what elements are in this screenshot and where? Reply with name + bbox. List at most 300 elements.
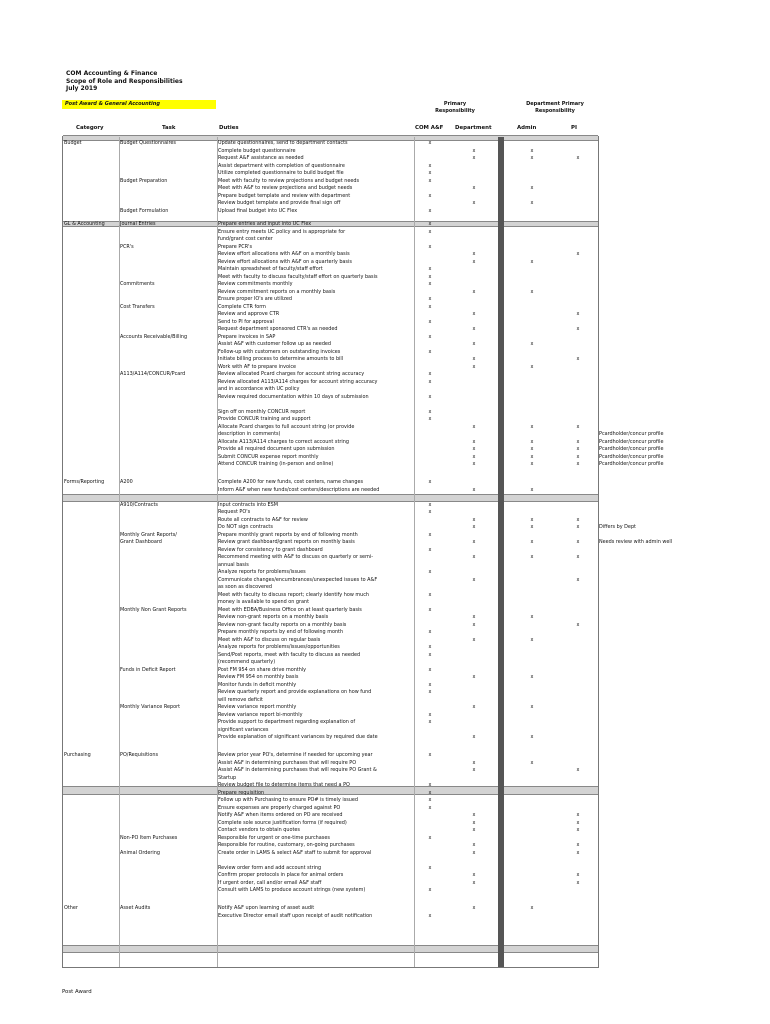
col-category: Category	[76, 125, 104, 131]
table-row	[62, 887, 599, 895]
department-mark: x	[472, 423, 476, 430]
com-mark: x	[428, 281, 432, 287]
table-row	[62, 439, 599, 447]
duty-cell: Review commitments monthly	[218, 281, 293, 287]
pi-mark: x	[576, 539, 580, 545]
table-row	[62, 431, 599, 439]
task-cell: Budget Formulation	[120, 207, 169, 214]
department-mark: x	[472, 849, 476, 856]
department-responsibility-header	[510, 101, 600, 115]
duty-cell: Complete CTR form	[218, 303, 266, 310]
table-row	[62, 652, 599, 660]
pi-mark: x	[576, 879, 580, 886]
com-mark: x	[428, 546, 432, 553]
duty-cell: Post FM 954 on share drive monthly	[218, 666, 307, 673]
duty-cell: Request department sponsored CTR's as needed	[218, 326, 338, 332]
duty-cell: money is available to spend on grant	[218, 599, 310, 605]
com-mark: x	[428, 243, 432, 250]
side-note: Pcardholder/concur profile	[599, 453, 664, 460]
duty-cell: Review for consistency to grant dashboard	[218, 546, 323, 553]
pi-mark: x	[576, 812, 580, 818]
table-row	[62, 424, 599, 432]
com-mark: x	[428, 719, 432, 725]
admin-mark: x	[530, 759, 534, 766]
com-mark: x	[428, 416, 432, 422]
duty-cell: Review allocated A113/A114 charges for account string accuracy	[218, 378, 378, 385]
department-mark: x	[472, 461, 476, 467]
department-mark: x	[472, 905, 476, 911]
duty-cell: Review grant dashboard/grant reports on monthly basis	[218, 539, 355, 545]
table-row	[62, 850, 599, 858]
category-cell: Purchasing	[64, 752, 91, 758]
table-row	[62, 349, 599, 357]
com-mark: x	[428, 371, 432, 377]
table-row	[62, 872, 599, 880]
duty-cell: Communicate changes/encumbrances/unexpected issues to A&F	[218, 576, 378, 583]
duty-cell: Responsible for routine, customary, on-going purchases	[218, 842, 355, 848]
department-mark: x	[472, 827, 476, 833]
table-row	[62, 371, 599, 379]
department-mark: x	[472, 326, 476, 332]
com-mark: x	[428, 318, 432, 325]
duty-cell: Ensure entry meets UC policy and is appropriate for	[218, 228, 346, 235]
duty-cell: Upload final budget into UC Flex	[218, 207, 298, 214]
duty-cell: Provide CONCUR training and support	[218, 416, 311, 422]
table-row	[62, 266, 599, 274]
com-mark: x	[428, 644, 432, 650]
duty-cell: Initiate billing process to determine amounts to bill	[218, 356, 344, 362]
duty-cell: Meet with faculty to discuss faculty/staff effort on quarterly basis	[218, 273, 378, 280]
pi-mark: x	[576, 423, 580, 430]
task-cell: Non-PO Item Purchases	[120, 834, 178, 841]
com-mark: x	[428, 711, 432, 718]
table-row	[62, 311, 599, 319]
com-mark: x	[428, 140, 432, 146]
task-cell: Commitments	[120, 281, 155, 287]
pi-mark: x	[576, 326, 580, 332]
pi-mark: x	[576, 576, 580, 583]
department-mark: x	[472, 524, 476, 530]
admin-mark: x	[530, 461, 534, 467]
duty-cell: Prepare monthly grant reports by end of following month	[218, 531, 358, 538]
table-row	[62, 599, 599, 607]
com-mark: x	[428, 569, 432, 575]
table-row	[62, 229, 599, 237]
duty-cell: Prepare invoices in SAP	[218, 333, 276, 340]
table-row	[62, 532, 599, 540]
department-mark: x	[472, 516, 476, 523]
table-row	[62, 502, 599, 510]
department-mark: x	[472, 554, 476, 560]
table-row	[62, 742, 599, 750]
duty-cell: Meet with faculty to discuss report; clearly identify how much	[218, 591, 370, 598]
duty-cell: Assist A&F with customer follow up as needed	[218, 341, 332, 347]
table-row	[62, 913, 599, 921]
pi-mark: x	[576, 819, 580, 826]
duty-cell: Send/Post reports, meet with faculty to discuss as needed	[218, 651, 361, 658]
table-row	[62, 356, 599, 364]
col-com: COM A&F	[415, 125, 444, 131]
duty-cell: Recommend meeting with A&F to discuss on quarterly or semi-	[218, 554, 373, 560]
duty-cell: Provide all required document upon submission	[218, 446, 335, 452]
table-row	[62, 454, 599, 462]
task-cell: Funds in Deficit Report	[120, 666, 176, 673]
admin-mark: x	[530, 524, 534, 530]
com-mark: x	[428, 666, 432, 673]
duty-cell: Request A&F assistance as needed	[218, 155, 304, 161]
duty-cell: fund/grant cost center	[218, 236, 273, 242]
com-mark: x	[428, 689, 432, 695]
table-row	[62, 221, 599, 229]
duty-cell: Ensure proper IO's are utilized	[218, 296, 292, 302]
table-row	[62, 289, 599, 297]
section-separator	[63, 945, 598, 953]
task-cell: Animal Ordering	[120, 849, 160, 856]
com-mark: x	[428, 333, 432, 340]
table-row	[62, 547, 599, 555]
side-note: Differs by Dept	[599, 524, 636, 530]
duty-cell: Update questionnaires, send to department contacts	[218, 140, 348, 146]
table-row	[62, 697, 599, 705]
department-mark: x	[472, 438, 476, 445]
duty-cell: Meet with A&F to review projections and budget needs	[218, 185, 353, 191]
task-cell: Monthly Non Grant Reports	[120, 606, 187, 613]
task-cell: Journal Entries	[120, 221, 156, 227]
department-mark: x	[472, 185, 476, 191]
duty-cell: Review required documentation within 10 days of submission	[218, 393, 369, 400]
department-mark: x	[472, 453, 476, 460]
pi-mark: x	[576, 554, 580, 560]
department-mark: x	[472, 704, 476, 710]
table-row	[62, 805, 599, 813]
duty-cell: Inform A&F when new funds/cost centers/descriptions are needed	[218, 486, 380, 493]
duty-cell: Provide explanation of significant variances by required due date	[218, 734, 378, 740]
task-cell: Monthly Variance Report	[120, 704, 181, 710]
col-task: Task	[162, 125, 176, 131]
table-row	[62, 185, 599, 193]
table-row	[62, 409, 599, 417]
admin-mark: x	[530, 200, 534, 206]
pi-mark: x	[576, 311, 580, 317]
primary-responsibility-header	[420, 101, 490, 115]
duty-cell: Complete budget questionnaire	[218, 147, 296, 154]
department-mark: x	[472, 486, 476, 493]
duty-cell: Assist department with completion of questionnaire	[218, 162, 345, 169]
duty-cell: Provide support to department regarding explanation of	[218, 719, 356, 725]
table-row	[62, 193, 599, 201]
duty-cell: Notify A&F upon learning of asset audit	[218, 905, 315, 911]
duty-cell: Do NOT sign contracts	[218, 524, 273, 530]
duty-cell: Analyze reports for problems/issues	[218, 569, 306, 575]
duty-cell: Prepare requisition	[218, 789, 265, 796]
duty-cell: Meet with EDBA/Business Office on at least quarterly basis	[218, 606, 362, 613]
table-row	[62, 734, 599, 742]
table-row	[62, 379, 599, 387]
table-row	[62, 509, 599, 517]
com-mark: x	[428, 296, 432, 302]
table-row	[62, 386, 599, 394]
table-row	[62, 592, 599, 600]
duty-cell: annual basis	[218, 561, 249, 568]
category-cell: GL & Accounting	[64, 221, 105, 227]
duty-cell: Contact vendors to obtain quotes	[218, 827, 300, 833]
table-row	[62, 569, 599, 577]
table-row	[62, 244, 599, 252]
duty-cell: Confirm proper protocols in place for animal orders	[218, 872, 344, 878]
table-row	[62, 140, 599, 148]
title: COM Accounting & Finance	[66, 70, 158, 77]
duty-cell: Ensure expenses are properly charged against PO	[218, 804, 341, 811]
admin-mark: x	[530, 516, 534, 523]
subtitle: Scope of Role and Responsibilities	[66, 77, 183, 85]
side-note: Pcardholder/concur profile	[599, 446, 664, 452]
department-mark: x	[472, 147, 476, 154]
task-cell: Monthly Grant Reports/	[120, 531, 177, 538]
department-mark: x	[472, 363, 476, 370]
table-row	[62, 163, 599, 171]
pi-mark: x	[576, 251, 580, 257]
com-mark: x	[428, 782, 432, 788]
table-row	[62, 208, 599, 216]
duty-cell: Allocate Pcard charges to full account string (or provide	[218, 423, 355, 430]
com-mark: x	[428, 221, 432, 227]
duty-cell: description in comments)	[218, 431, 281, 437]
table-row	[62, 259, 599, 267]
pi-mark: x	[576, 621, 580, 628]
com-mark: x	[428, 531, 432, 538]
com-mark: x	[428, 681, 432, 688]
duty-cell: Review prior year PO's, determine if needed for upcoming year	[218, 752, 373, 758]
duty-cell: Review order form and add account string	[218, 864, 322, 871]
duty-cell: Prepare monthly reports by end of following month	[218, 629, 344, 635]
table-row	[62, 682, 599, 690]
department-mark: x	[472, 879, 476, 886]
com-mark: x	[428, 177, 432, 184]
table-row	[62, 341, 599, 349]
admin-mark: x	[530, 155, 534, 161]
table-row	[62, 880, 599, 888]
duty-cell: Allocate A113/A114 charges to correct account string	[218, 438, 349, 445]
duty-cell: Review variance report monthly	[218, 704, 297, 710]
table-row	[62, 775, 599, 783]
duty-cell: Review non-grant reports on a monthly basis	[218, 614, 329, 620]
task-cell: A200	[120, 479, 133, 485]
com-mark: x	[428, 651, 432, 658]
com-mark: x	[428, 501, 432, 508]
com-mark: x	[428, 192, 432, 199]
table-row	[62, 524, 599, 532]
pi-mark: x	[576, 827, 580, 833]
col-department: Department	[455, 125, 492, 131]
pi-mark: x	[576, 438, 580, 445]
department-mark: x	[472, 200, 476, 206]
duty-cell: Startup	[218, 774, 237, 781]
date: July 2019	[66, 85, 98, 92]
table-row	[62, 562, 599, 570]
table-row	[62, 842, 599, 850]
table-row	[62, 178, 599, 186]
duty-cell: Maintain spreadsheet of faculty/staff effort	[218, 266, 323, 272]
table-row	[62, 797, 599, 805]
department-mark: x	[472, 636, 476, 643]
duty-cell: Sign off on monthly CONCUR report	[218, 408, 306, 415]
table-row	[62, 296, 599, 304]
table-row	[62, 479, 599, 487]
department-mark: x	[472, 155, 476, 161]
department-mark: x	[472, 356, 476, 362]
table-row	[62, 274, 599, 282]
com-mark: x	[428, 303, 432, 310]
table-row	[62, 326, 599, 334]
table-row	[62, 251, 599, 259]
col-admin: Admin	[517, 125, 537, 131]
admin-mark: x	[530, 734, 534, 740]
duty-cell: Review effort allocations with A&F on a quarterly basis	[218, 258, 352, 265]
table-row	[62, 304, 599, 312]
department-mark: x	[472, 842, 476, 848]
table-row	[62, 446, 599, 454]
table-row	[62, 554, 599, 562]
footer-label: Post Award	[62, 989, 92, 995]
task-cell: Grant Dashboard	[120, 539, 162, 545]
category-cell: Forms/Reporting	[64, 479, 105, 485]
table-row	[62, 539, 599, 547]
table-row	[62, 584, 599, 592]
primary-line1: Primary	[443, 101, 467, 107]
duty-cell: Executive Director email staff upon receipt of audit notification	[218, 912, 373, 919]
table-row	[62, 857, 599, 865]
department-mark: x	[472, 539, 476, 545]
admin-mark: x	[530, 539, 534, 545]
duty-cell: Review effort allocations with A&F on a monthly basis	[218, 251, 350, 257]
table-row	[62, 674, 599, 682]
com-mark: x	[428, 834, 432, 841]
department-mark: x	[472, 872, 476, 878]
table-row	[62, 820, 599, 828]
duty-cell: Prepare PCR's	[218, 243, 252, 250]
table-row	[62, 155, 599, 163]
duty-cell: Create order in LAMS & select A&F staff to submit for approval	[218, 849, 372, 856]
admin-mark: x	[530, 258, 534, 265]
table-row	[62, 629, 599, 637]
category-cell: Other	[64, 905, 78, 911]
primary-line2: Responsibility	[435, 108, 475, 114]
com-mark: x	[428, 408, 432, 415]
department-mark: x	[472, 734, 476, 740]
table-row	[62, 827, 599, 835]
department-mark: x	[472, 341, 476, 347]
duty-cell: Meet with faculty to review projections and budget needs	[218, 177, 360, 184]
pi-mark: x	[576, 461, 580, 467]
department-mark: x	[472, 812, 476, 818]
duty-cell: If urgent order, call and/or email A&F staff	[218, 879, 322, 886]
task-cell: Accounts Receivable/Billing	[120, 333, 188, 340]
dept-line1: Department Primary	[526, 101, 584, 107]
table-row	[62, 517, 599, 525]
duty-cell: Monitor funds in deficit monthly	[218, 681, 297, 688]
duty-cell: Route all contracts to A&F for review	[218, 516, 308, 523]
duty-cell: Complete A200 for new funds, cost centers, name changes	[218, 479, 364, 485]
admin-mark: x	[530, 674, 534, 680]
table-row	[62, 895, 599, 903]
com-mark: x	[428, 591, 432, 598]
side-note: Pcardholder/concur profile	[599, 461, 664, 467]
department-mark: x	[472, 576, 476, 583]
table-row	[62, 364, 599, 372]
department-mark: x	[472, 311, 476, 317]
table-row	[62, 148, 599, 156]
dept-line2: Responsibility	[535, 108, 575, 114]
duty-cell: Meet with A&F to discuss on regular basis	[218, 636, 321, 643]
duty-cell: Utilize completed questionnaire to build budget file	[218, 170, 344, 176]
department-mark: x	[472, 621, 476, 628]
table-row	[62, 577, 599, 585]
duty-cell: Review non-grant faculty reports on a monthly basis	[218, 621, 347, 628]
table-row	[62, 281, 599, 289]
com-mark: x	[428, 629, 432, 635]
duty-cell: Prepare entries and input into UC Flex	[218, 221, 312, 227]
com-mark: x	[428, 170, 432, 176]
duty-cell: and in accordance with UC policy	[218, 386, 300, 392]
duty-cell: Attend CONCUR training (in-person and online)	[218, 461, 334, 467]
admin-mark: x	[530, 554, 534, 560]
table-row	[62, 812, 599, 820]
pi-mark: x	[576, 872, 580, 878]
duty-cell: Send to PI for approval	[218, 318, 274, 325]
table-row	[62, 170, 599, 178]
side-note: Pcardholder/concur profile	[599, 431, 664, 437]
pi-mark: x	[576, 356, 580, 362]
side-note: Needs review with admin well	[599, 539, 673, 545]
pi-mark: x	[576, 842, 580, 848]
pi-mark: x	[576, 453, 580, 460]
col-duties: Duties	[219, 125, 239, 131]
com-mark: x	[428, 864, 432, 871]
task-cell: PO/Requisitions	[120, 752, 159, 758]
duty-cell: as soon as discovered	[218, 584, 272, 590]
duty-cell: (recommend quarterly)	[218, 659, 276, 665]
table-row	[62, 622, 599, 630]
col-pi: PI	[571, 125, 577, 131]
admin-mark: x	[530, 438, 534, 445]
duty-cell: Consult with LAMS to produce account strings (new system)	[218, 887, 366, 893]
com-mark: x	[428, 207, 432, 214]
department-mark: x	[472, 767, 476, 773]
table-row	[62, 905, 599, 913]
admin-mark: x	[530, 905, 534, 911]
admin-mark: x	[530, 614, 534, 620]
department-mark: x	[472, 819, 476, 826]
duty-cell: Input contracts into ESM	[218, 501, 278, 508]
com-mark: x	[428, 804, 432, 811]
pi-mark: x	[576, 446, 580, 452]
duty-cell: Follow up with Purchasing to ensure PO# is timely issued	[218, 797, 359, 803]
table-row	[62, 704, 599, 712]
duty-cell: Review FM 954 on monthly basis	[218, 674, 299, 680]
department-mark: x	[472, 446, 476, 452]
pi-mark: x	[576, 849, 580, 856]
duty-cell: Follow-up with customers on outstanding invoices	[218, 348, 341, 355]
duty-cell: Review and approve CTR	[218, 311, 280, 317]
task-cell: A113/A114/CONCUR/Pcard	[120, 371, 186, 377]
table-row	[62, 319, 599, 327]
department-mark: x	[472, 288, 476, 295]
department-mark: x	[472, 759, 476, 766]
duty-cell: Request PO's	[218, 509, 251, 515]
table-row	[62, 865, 599, 873]
table-row	[62, 689, 599, 697]
category-cell: Budget	[64, 140, 82, 146]
